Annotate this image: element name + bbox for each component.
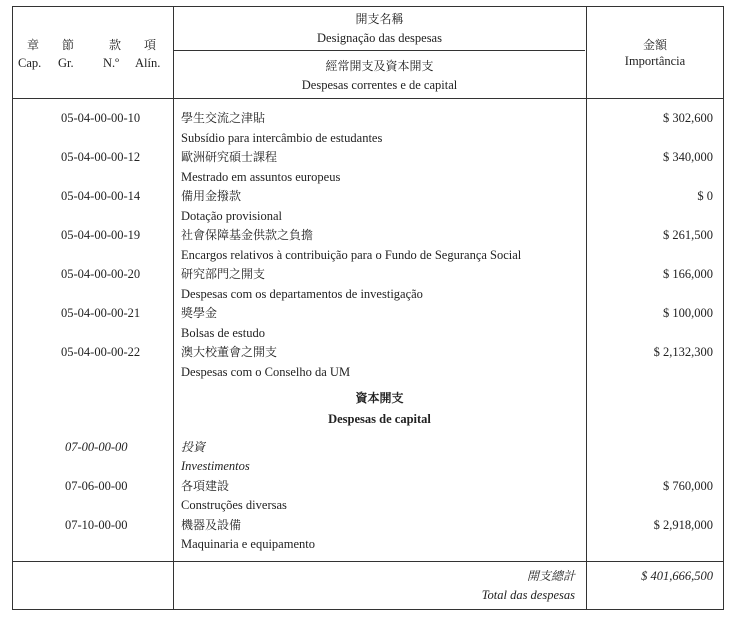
total-label-pt: Total das despesas (481, 588, 575, 602)
row-desc-pt: Encargos relativos à contribuição para o Fundo de Segurança Social (181, 248, 522, 262)
header-inner-divider (173, 50, 585, 51)
header-no-pt: N.º (103, 56, 120, 70)
row-amount: $ 166,000 (663, 267, 713, 281)
header-gr-zh: 節 (61, 38, 74, 52)
header-amount-zh: 金額 (642, 38, 667, 52)
row-amount: $ 100,000 (663, 306, 713, 320)
header-amount-pt: Importância (624, 54, 686, 68)
header-gr-pt: Gr. (58, 56, 74, 70)
header-cap-zh: 章 (26, 38, 39, 52)
row-code: 05-04-00-00-12 (61, 150, 141, 164)
header-sub-zh: 經常開支及資本開支 (325, 59, 434, 73)
header-alin-pt: Alín. (135, 56, 161, 70)
row-desc-pt: Maquinaria e equipamento (181, 537, 315, 551)
row-code: 07-06-00-00 (65, 479, 128, 493)
row-amount: $ 0 (697, 189, 713, 203)
row-amount: $ 340,000 (663, 150, 713, 164)
total-label-zh: 開支總計 (526, 569, 575, 583)
row-desc-zh: 機器及設備 (181, 518, 242, 532)
row-code: 05-04-00-00-22 (61, 345, 141, 359)
row-desc-zh: 研究部門之開支 (181, 267, 266, 281)
row-code: 05-04-00-00-21 (61, 306, 141, 320)
group-code: 07-00-00-00 (65, 440, 128, 454)
header-sub-pt: Despesas correntes e de capital (301, 78, 458, 92)
section-title-pt: Despesas de capital (328, 412, 431, 426)
row-desc-pt: Despesas com os departamentos de investigação (181, 287, 423, 301)
row-desc-pt: Mestrado em assuntos europeus (181, 170, 341, 184)
header-cap-pt: Cap. (18, 56, 42, 70)
header-no-zh: 款 (108, 38, 121, 52)
row-code: 05-04-00-00-20 (61, 267, 141, 281)
budget-table (12, 6, 724, 610)
row-desc-zh: 各項建設 (181, 479, 230, 493)
row-desc-pt: Construções diversas (181, 498, 287, 512)
header-divider (13, 98, 723, 99)
row-desc-pt: Despesas com o Conselho da UM (181, 365, 351, 379)
row-desc-zh: 獎學金 (181, 306, 218, 320)
header-alin-zh: 項 (143, 38, 156, 52)
row-amount: $ 2,132,300 (653, 345, 713, 359)
header-designation-pt: Designação das despesas (317, 31, 442, 45)
row-desc-pt: Subsídio para intercâmbio de estudantes (181, 131, 383, 145)
row-amount: $ 261,500 (663, 228, 713, 242)
row-desc-zh: 學生交流之津貼 (181, 111, 266, 125)
row-amount: $ 2,918,000 (653, 518, 713, 532)
row-amount: $ 760,000 (663, 479, 713, 493)
row-desc-zh: 歐洲研究碩士課程 (181, 150, 278, 164)
row-code: 05-04-00-00-14 (61, 189, 141, 203)
group-desc-zh: 投資 (181, 440, 206, 454)
section-title-zh: 資本開支 (355, 391, 404, 405)
total-amount: $ 401,666,500 (641, 569, 713, 583)
row-desc-pt: Dotação provisional (181, 209, 283, 223)
row-code: 07-10-00-00 (65, 518, 128, 532)
group-desc-pt: Investimentos (181, 459, 250, 473)
total-divider (13, 561, 723, 562)
row-amount: $ 302,600 (663, 111, 713, 125)
row-desc-zh: 備用金撥款 (181, 189, 242, 203)
header-designation-zh: 開支名稱 (355, 12, 404, 26)
row-code: 05-04-00-00-19 (61, 228, 141, 242)
row-code: 05-04-00-00-10 (61, 111, 141, 125)
row-desc-zh: 社會保障基金供款之負擔 (181, 228, 314, 242)
row-desc-zh: 澳大校董會之開支 (181, 345, 278, 359)
row-desc-pt: Bolsas de estudo (181, 326, 266, 340)
